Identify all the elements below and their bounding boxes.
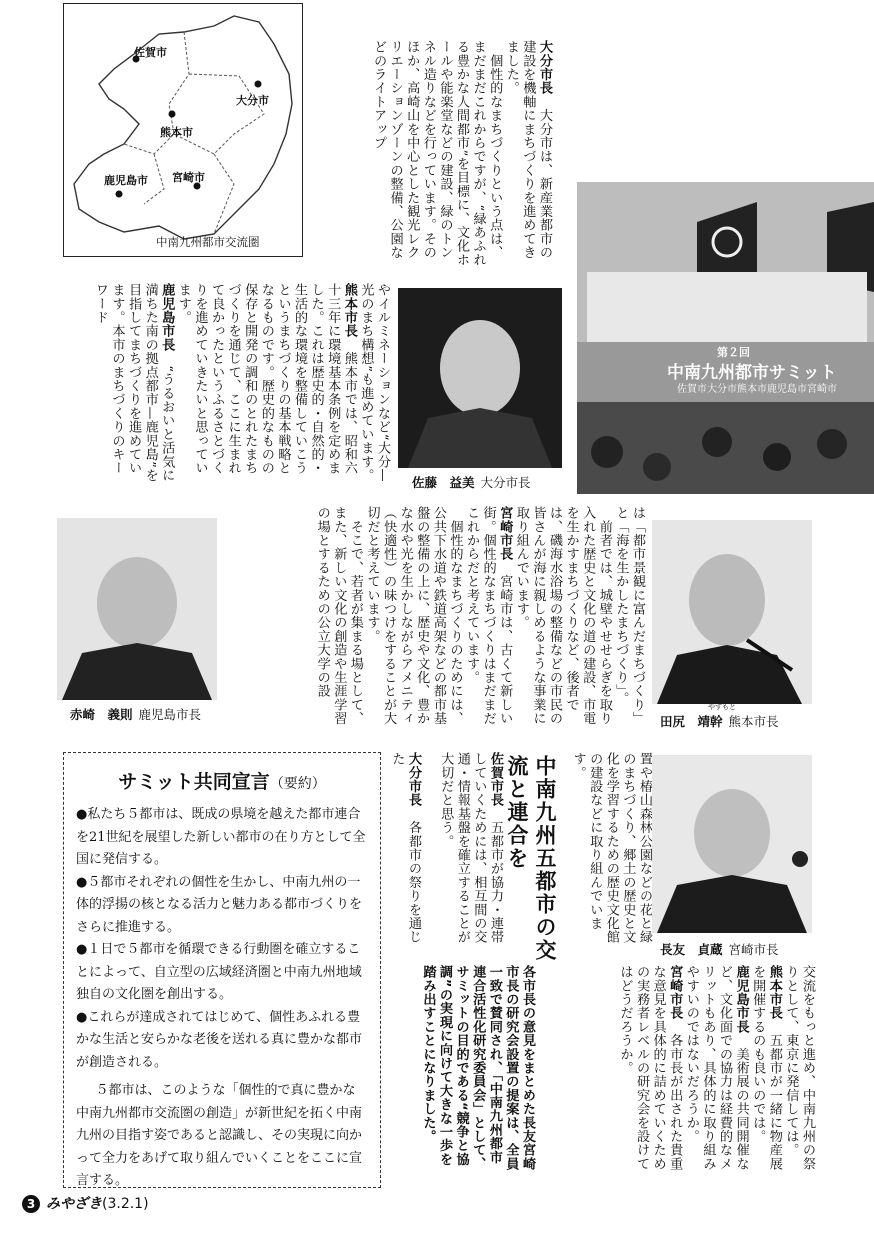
speaker: 大分市長 bbox=[537, 40, 552, 95]
declaration-item-text: これらが達成されてはじめて、個性あふれる豊かな生活と安らかな老後を送れる真に豊かな都市が創造される。 bbox=[76, 1009, 363, 1070]
person-title: 鹿児島市長 bbox=[138, 707, 202, 722]
publication-date: (3.2.1) bbox=[102, 1196, 149, 1212]
person-name: 田尻 靖幹 bbox=[660, 714, 723, 729]
section-heading: 中南九州五都市の交流と連合を bbox=[505, 755, 557, 962]
declaration-title bbox=[76, 767, 368, 794]
caption-sato bbox=[412, 473, 531, 491]
text-column-bottom-1 bbox=[560, 752, 652, 952]
portrait-sato bbox=[398, 288, 562, 468]
paragraph: 五都市が一緒に物産展を開催するのも良いのでは。 bbox=[750, 965, 782, 1171]
speaker: 熊本市長 bbox=[766, 965, 782, 1020]
portrait-tajiri-figure bbox=[652, 520, 812, 704]
text-column-bottom-3 bbox=[545, 965, 815, 1175]
paragraph: 各市長の意見をまとめた長友宮崎市長の研究会設置の提案は、全員一致で賛同され、「中南九州都市連合活性化研究委員会」として、サミットの目的である“競争と協調”の実現に向けて大きな一歩を踏み出すことになりました。 bbox=[420, 965, 535, 1171]
person-title: 宮崎市長 bbox=[728, 942, 779, 957]
paragraph: そこで、若者が集まる場として、また、新しい文化の創造や生涯学習の場とするための公立大学の設 bbox=[314, 506, 363, 726]
oita-dot bbox=[255, 81, 262, 88]
summit-banner-line3: 佐賀市大分市熊本市鹿児島市宮崎市 bbox=[677, 384, 837, 395]
declaration-item-text: １日で５都市を循環できる行動圏を確立することによって、自立型の広域経済圏と中南九州地域独自の文化圏を創出する。 bbox=[76, 942, 362, 1002]
map-label-miyazaki: 宮崎市 bbox=[172, 171, 205, 184]
map-box bbox=[63, 3, 303, 257]
text-column-bottom-2 bbox=[391, 752, 421, 948]
paragraph: 宮崎市は、古くて新しい街。個性的なまちづくりはまだまだこれからだと考えています。 bbox=[464, 506, 513, 726]
portrait-akasaki bbox=[57, 518, 217, 700]
person-title: 大分市長 bbox=[480, 475, 531, 490]
paragraph: 前者では、城壁やせせらぎを取り入れた歴史と文化の道の建設、市電を生かすまちづくりなど、後者では、磯海水浴場の整備などの市民の皆さんが海に親しめるような事業に取り組んでいます。 bbox=[513, 506, 612, 726]
portrait-akasaki-figure bbox=[57, 518, 217, 700]
person-title: 熊本市長 bbox=[728, 714, 779, 729]
map-caption: 中南九州都市交流圏 bbox=[156, 235, 260, 249]
paragraph: は「都市景観に富んだまちづくり」と「海を生かしたまちづくり」。 bbox=[613, 506, 645, 726]
kumamoto-dot bbox=[169, 111, 176, 118]
text-column-bottom-2b bbox=[423, 752, 503, 948]
speaker: 宮崎市長 bbox=[497, 506, 513, 561]
declaration-box bbox=[63, 752, 381, 1188]
declaration-item: ●５都市それぞれの個性を生かし、中南九州の一体的浮揚の核となる活力と魅力ある都市づくりをさらに推進する。 bbox=[76, 874, 363, 935]
portrait-nagatomo bbox=[652, 755, 812, 933]
declaration-item-text: ５都市それぞれの個性を生かし、中南九州の一体的浮揚の核となる活力と魅力ある都市づくりをさらに推進する。 bbox=[76, 874, 363, 935]
publication-name: みやざき bbox=[46, 1196, 102, 1212]
person-name: 長友 貞蔵 bbox=[660, 942, 723, 957]
portrait-tajiri bbox=[652, 520, 812, 704]
person-ruby: やすもと bbox=[708, 703, 736, 711]
paragraph: “うるおいと活気に満ちた南の拠点都市—鹿児島”を目指してまちづくりを進めています。本市のまちづくりのキーワード bbox=[92, 283, 175, 483]
page-footer bbox=[22, 1193, 149, 1213]
declaration-item: ●１日で５都市を循環できる行動圏を確立することによって、自立型の広域経済圏と中南九州地域独自の文化圏を創出する。 bbox=[76, 942, 362, 1002]
text-column-top-2 bbox=[60, 283, 390, 483]
declaration-title-text: サミット共同宣言 bbox=[118, 771, 270, 793]
caption-akasaki bbox=[70, 705, 201, 723]
declaration-item-text: 私たち５都市は、既成の県境を越えた都市連合を21世紀を展望した新しい都市の在り方として全国に発信する。 bbox=[76, 807, 366, 867]
map-label-oita: 大分市 bbox=[236, 94, 269, 107]
paragraph: 個性的なまちづくりのためには、公共下水道や鉄道高架などの都市基盤の整備の上に、歴史や文化、豊かな水や光を生かしながらアメニティ（快適性）の味つけをすることが大切だと考えています。 bbox=[364, 506, 463, 726]
map-label-saga: 佐賀市 bbox=[134, 46, 167, 59]
map-label-kumamoto: 熊本市 bbox=[160, 126, 193, 139]
declaration-item: ●私たち５都市は、既成の県境を越えた都市連合を21世紀を展望した新しい都市の在り方として全国に発信する。 bbox=[76, 807, 366, 867]
text-column-top-1 bbox=[307, 40, 552, 270]
map-label-kagoshima: 鹿児島市 bbox=[104, 174, 148, 187]
paragraph: 各都市の祭りを通じた bbox=[389, 752, 421, 944]
speaker: 鹿児島市長 bbox=[159, 283, 175, 352]
declaration-subtitle: （要約） bbox=[269, 776, 326, 792]
portrait-sato-figure bbox=[398, 288, 562, 468]
speaker: 佐賀市長 bbox=[488, 752, 503, 807]
paragraph: 個性的なまちづくりという点は、まだまだこれからですが、“緑あふれる豊かな人間都市”を目標に、文化ホールや能楽堂などの建設、緑のトンネル造りなどを行っています。そのほか、高崎山を中心とした観光レクリエーションゾーンの整備、公園などのライトアップ bbox=[371, 40, 503, 267]
person-name: 赤崎 義則 bbox=[70, 707, 133, 722]
paragraph: 置や椿山森林公園などの花と緑のまちづくり、郷土の歴史と文化を学習するための歴史文化館の建設などに取り組んでいます。 bbox=[570, 752, 652, 944]
kagoshima-dot bbox=[116, 191, 123, 198]
paragraph: 五都市が協力・連帯していくためには、相互間の交通・情報基盤を確立することが大切だと思う。 bbox=[438, 752, 503, 944]
paragraph: 熊本市では、昭和六十三年に環境基本条例を定めました。これは歴史的・自然的・生活的な環境を整備していこうというまちづくりの基本戦略となるものです。歴史的なものの保存と開発の調和のとれたまちづくりを通じて、ここに生まれて良かったというふるさとづくりを進めていきたいと思っています。 bbox=[175, 283, 357, 475]
paragraph: 各市長が出された貴重な意見を具体的に詰めていくための実務者レベルの研究会を設けてはどうだろうか。 bbox=[617, 965, 683, 1171]
portrait-nagatomo-figure bbox=[652, 755, 812, 933]
summit-banner-line2: 中南九州都市サミット bbox=[667, 363, 837, 383]
speaker: 鹿児島市長 bbox=[733, 965, 749, 1034]
summit-photo bbox=[577, 182, 874, 494]
text-column-bottom-4 bbox=[400, 965, 535, 1175]
paragraph: やイルミネーションなど“大分—光のまち構想”も進めています。 bbox=[358, 283, 390, 483]
caption-tajiri bbox=[660, 703, 779, 730]
speaker: 宮崎市長 bbox=[667, 965, 683, 1020]
declaration-closing: ５都市は、このような「個性的で真に豊かな中南九州都市交流圏の創造」が新世紀を拓く中南九州の目指す姿であると認識し、その実現に向かって全力をあげて取り組んでいくことをここに宣言する。 bbox=[76, 1083, 363, 1188]
paragraph: 大分市は、新産業都市の建設を機軸にまちづくりを進めてきました。 bbox=[503, 40, 552, 260]
paragraph: 美術展の共同開催など、文化面での協力は経費的なメリットもあり、具体的に取り組みやすいのではないだろうか。 bbox=[683, 965, 749, 1171]
paragraph: 交流をもっと進め、中南九州の祭りとして、東京に発信しては。 bbox=[783, 965, 815, 1171]
summit-scene bbox=[577, 182, 874, 494]
speaker: 熊本市長 bbox=[341, 283, 357, 338]
speaker: 大分市長 bbox=[406, 752, 421, 807]
declaration-item: ●これらが達成されてはじめて、個性あふれる豊かな生活と安らかな老後を送れる真に豊かな都市が創造される。 bbox=[76, 1009, 363, 1070]
page-number: 3 bbox=[22, 1195, 40, 1213]
summit-banner-line1: 第２回 bbox=[717, 346, 750, 359]
text-column-middle bbox=[227, 506, 645, 738]
caption-nagatomo bbox=[660, 940, 779, 958]
person-name: 佐藤 益美 bbox=[412, 475, 475, 490]
